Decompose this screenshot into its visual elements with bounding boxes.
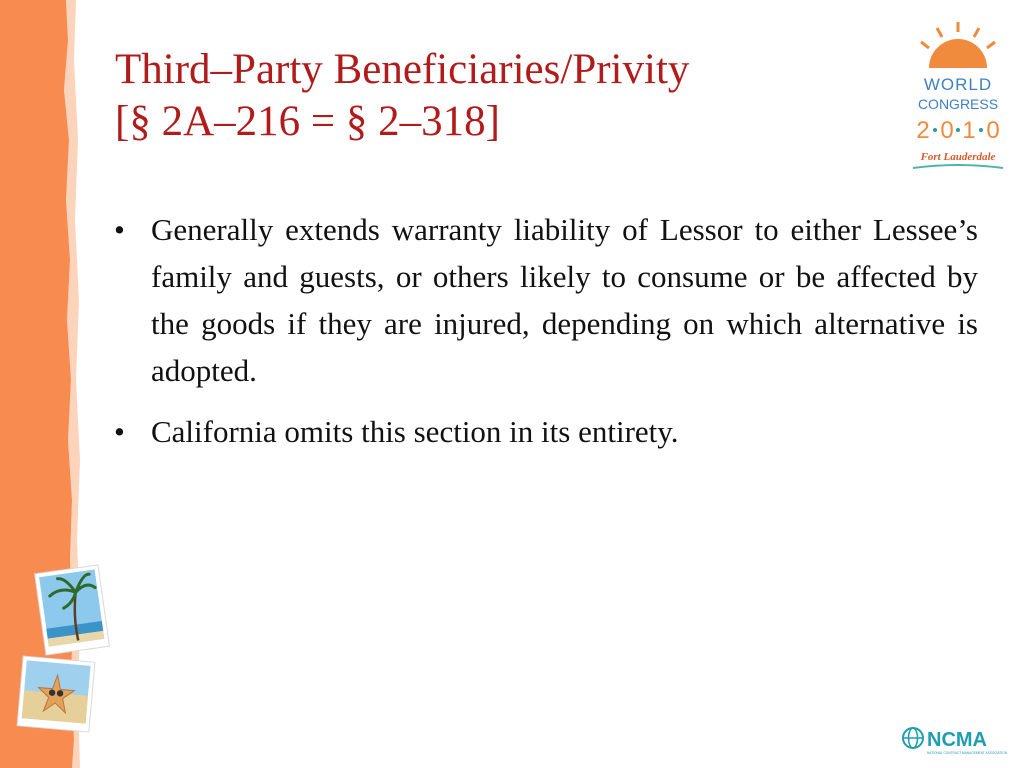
world-congress-logo — [903, 16, 1013, 176]
wc-year-digit: 1 — [962, 117, 976, 144]
ncma-subtext: NATIONAL CONTRACT MANAGEMENT ASSOCIATION — [927, 751, 1008, 755]
bullet-dot-icon: • — [114, 212, 125, 247]
bullet-item — [112, 206, 978, 394]
title-line-1: Third–Party Beneficiaries/Privity — [115, 46, 690, 93]
ncma-logo — [900, 724, 1012, 758]
globe-icon — [903, 728, 923, 748]
wc-year-digit: 0 — [986, 117, 1000, 144]
wc-year-digit: 0 — [940, 117, 954, 144]
wc-year-digit: 2 — [916, 117, 930, 144]
sun-icon — [921, 22, 995, 68]
bullet-dot-icon: • — [114, 414, 125, 449]
wc-line2: CONGRESS — [917, 96, 999, 112]
wc-line1: WORLD — [923, 75, 993, 94]
bullet-text: California omits this section in its entirety. — [151, 414, 679, 449]
starfish-photo — [14, 653, 98, 735]
wc-city: Fort Lauderdale — [920, 151, 996, 163]
slide-title — [115, 44, 875, 148]
bullet-list — [112, 206, 978, 469]
title-line-2: [§ 2A–216 = § 2–318] — [115, 98, 500, 145]
bullet-item — [112, 408, 978, 455]
ncma-wordmark: NCMA — [927, 729, 987, 751]
bullet-text: Generally extends warranty liability of Lessor to either Lessee’s family and guests, or others likely to consume or be affected by the goods if they are injured, depending on which alternative is adopted. — [151, 212, 978, 388]
palm-tree-photo — [34, 563, 110, 657]
